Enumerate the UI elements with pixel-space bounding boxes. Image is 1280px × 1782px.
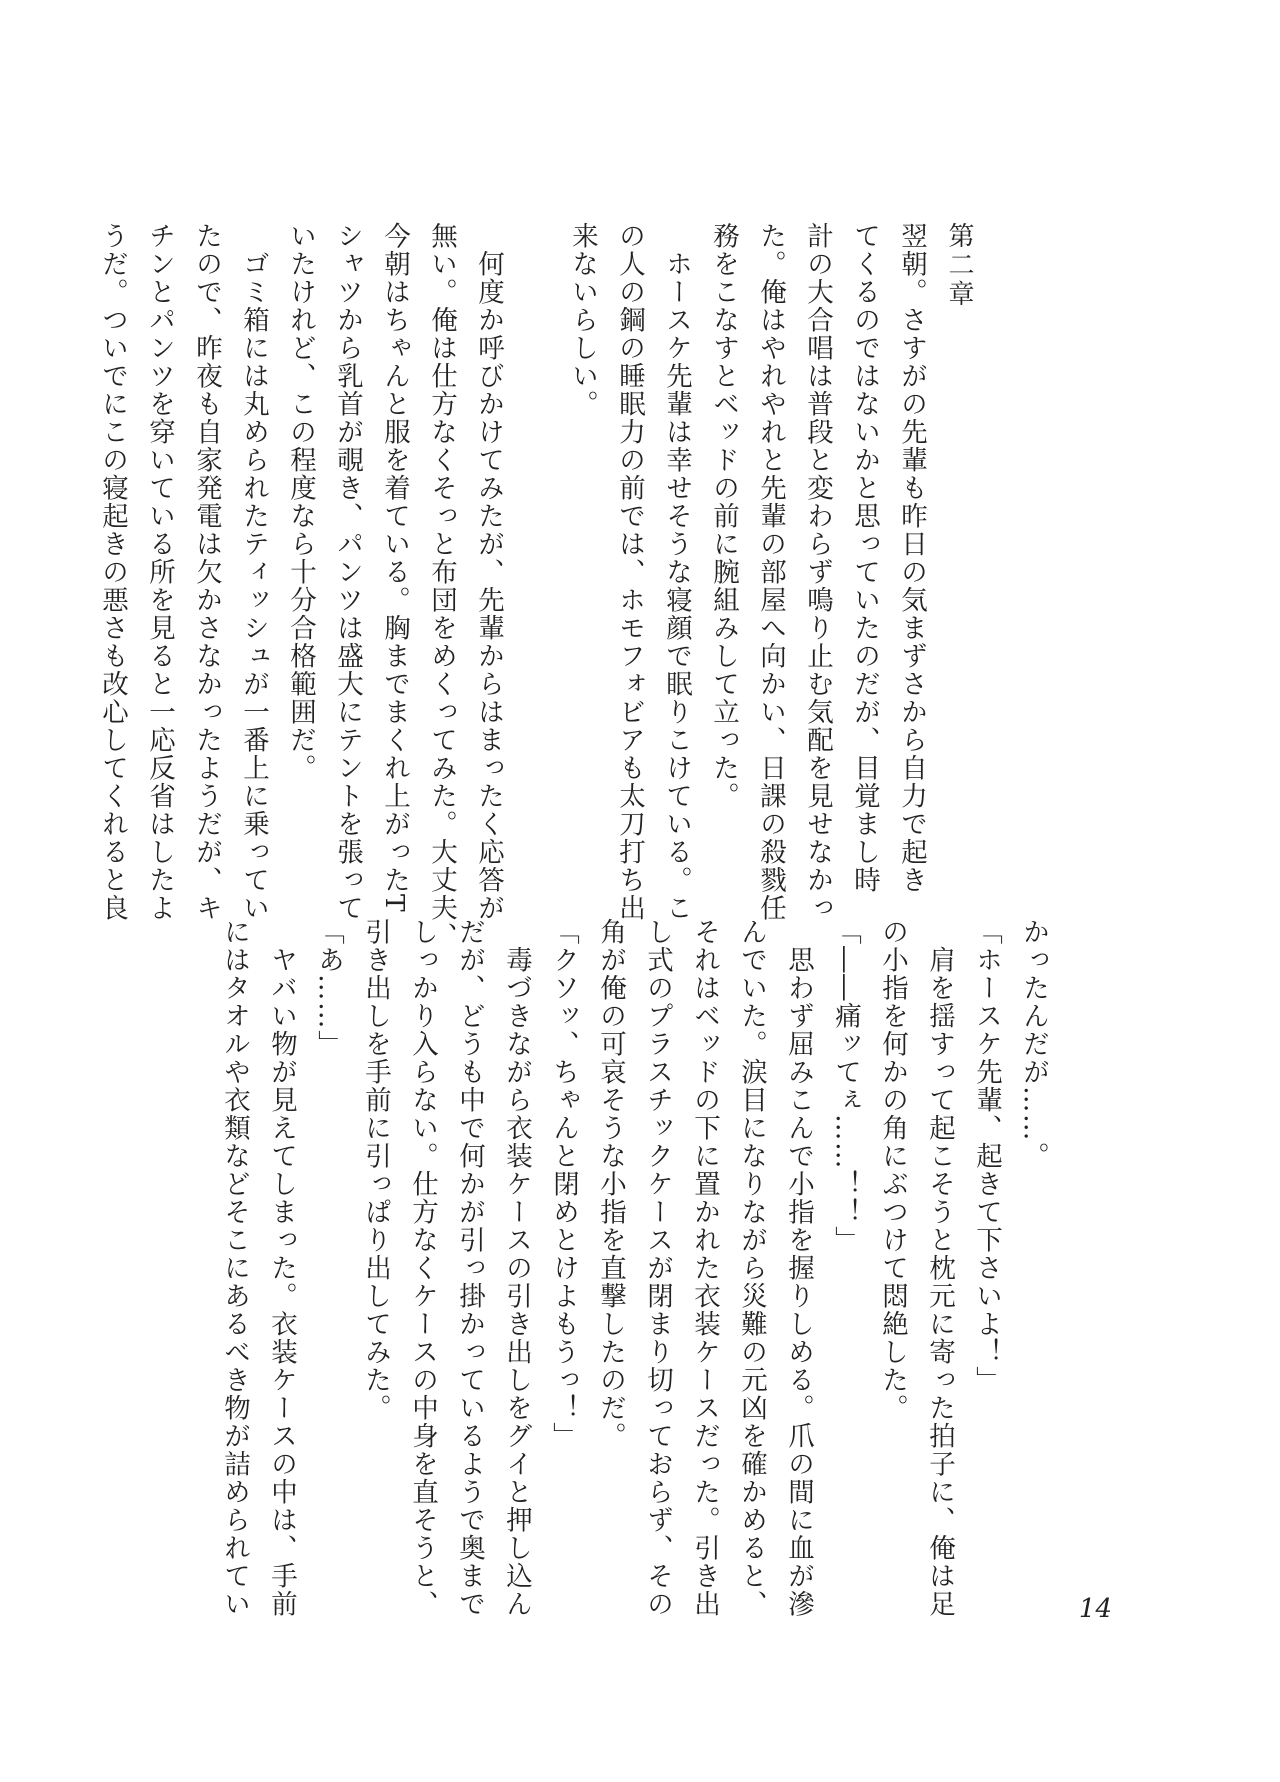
text-line: うだ。ついでにこの寝起きの悪さも改心してくれると良: [97, 222, 128, 922]
text-line: 「クソッ、ちゃんと閉めとけよもうっ！」: [548, 918, 579, 1450]
text-line: チンとパンツを穿いている所を見ると一応反省はしたよ: [144, 222, 175, 922]
page-number: 14: [1078, 1594, 1112, 1624]
chapter-heading: 第二章: [944, 222, 974, 309]
text-line: にはタオルや衣類などそこにあるべき物が詰められてい: [219, 918, 250, 1618]
text-line: だが、どうも中で何かが引っ掛かっているようで奥まで: [454, 918, 485, 1618]
text-line: 来ないらしい。: [567, 222, 598, 418]
text-line: た。俺はやれやれと先輩の部屋へ向かい、日課の殺戮任: [755, 222, 786, 922]
text-line: てくるのではないかと思っていたのだが、目覚まし時: [849, 222, 880, 894]
lower-text-block: [202, 918, 1057, 1618]
text-line: 務をこなすとベッドの前に腕組みして立った。: [708, 222, 739, 810]
text-line: かったんだが……。: [1018, 918, 1049, 1170]
text-line: 角が俺の可哀そうな小指を直撃したのだ。: [595, 918, 626, 1450]
text-line: いたけれど、この程度なら十分合格範囲だ。: [285, 222, 316, 782]
text-line: 無い。俺は仕方なくそっと布団をめくってみた。大丈夫、: [426, 222, 457, 950]
text-line: 計の大合唱は普段と変わらず鳴り止む気配を見せなかっ: [802, 222, 833, 922]
text-line: しっかり入らない。仕方なくケースの中身を直そうと、: [407, 918, 438, 1618]
text-line: 翌朝。さすがの先輩も昨日の気まずさから自力で起き: [896, 222, 927, 894]
text-line: の小指を何かの角にぶつけて悶絶した。: [877, 918, 908, 1422]
text-line: ヤバい物が見えてしまった。衣装ケースの中は、手前: [266, 918, 297, 1618]
text-line: 今朝はちゃんと服を着ている。胸までまくれ上がったT: [379, 222, 410, 914]
text-line: の人の鋼の睡眠力の前では、ホモフォビアも太刀打ち出: [614, 222, 645, 922]
text-line: 毒づきながら衣装ケースの引き出しをグイと押し込ん: [501, 918, 532, 1618]
text-line: シャツから乳首が覗き、パンツは盛大にテントを張って: [332, 222, 363, 922]
text-line: し式のプラスチックケースが閉まり切っておらず、その: [642, 918, 673, 1618]
text-line: 「あ……」: [313, 918, 344, 1058]
text-line: それはベッドの下に置かれた衣装ケースだった。引き出: [689, 918, 720, 1618]
upper-text-block: [97, 222, 982, 950]
text-line: 肩を揺すって起こそうと枕元に寄った拍子に、俺は足: [924, 918, 955, 1618]
text-line: んでいた。涙目になりながら災難の元凶を確かめると、: [736, 918, 767, 1618]
text-line: 引き出しを手前に引っぱり出してみた。: [360, 918, 391, 1422]
text-line: ゴミ箱には丸められたティッシュが一番上に乗ってい: [238, 222, 269, 922]
text-line: 「ホースケ先輩、起きて下さいよ！」: [971, 918, 1002, 1394]
blank-line: [512, 222, 559, 872]
text-line: 思わず屈みこんで小指を握りしめる。爪の間に血が滲: [783, 918, 814, 1618]
text-line: たので、昨夜も自家発電は欠かさなかったようだが、キ: [191, 222, 222, 922]
text-line: ホースケ先輩は幸せそうな寝顔で眠りこけている。こ: [661, 222, 692, 922]
text-line: 「――痛ッてぇ……！！」: [830, 918, 861, 1254]
text-line: 何度か呼びかけてみたが、先輩からはまったく応答が: [473, 222, 504, 922]
